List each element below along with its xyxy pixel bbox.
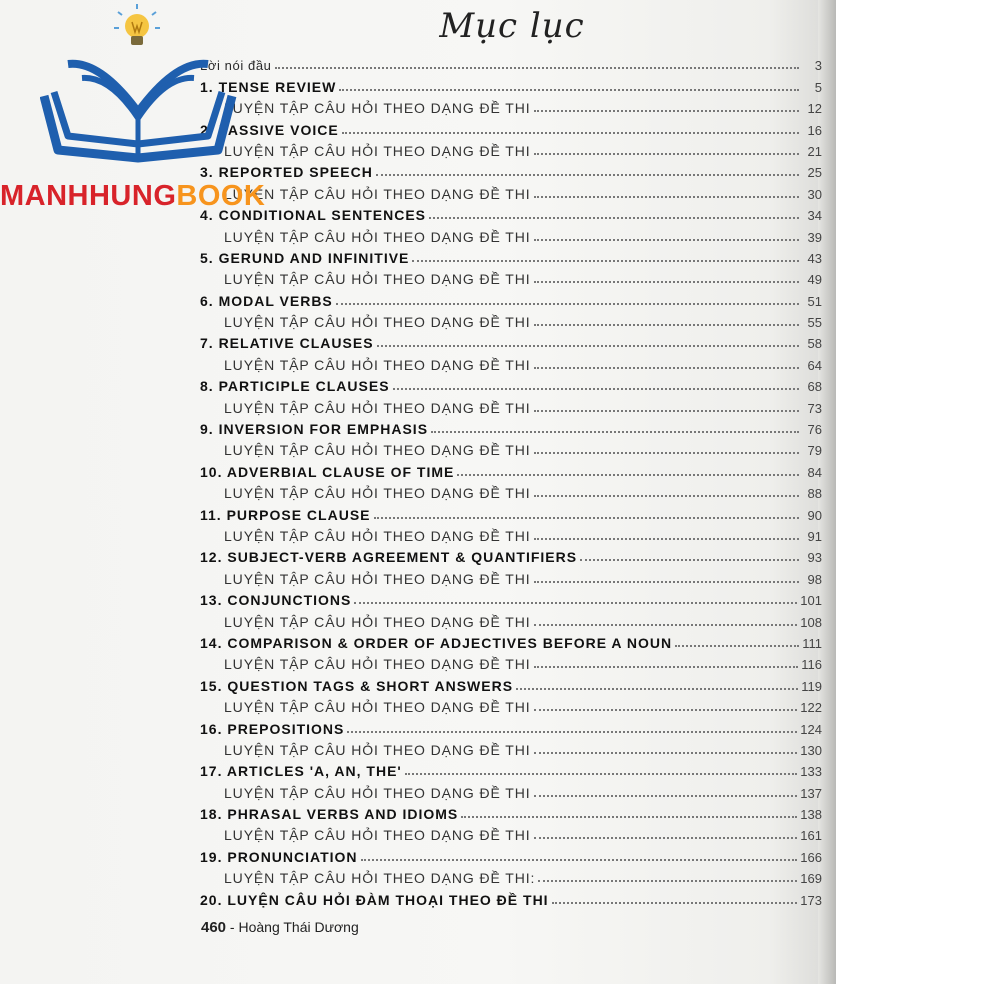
dot-leader <box>534 581 799 583</box>
toc-entry-page: 88 <box>807 486 822 502</box>
footer-page-number: 460 <box>201 919 227 936</box>
dot-leader <box>534 324 799 326</box>
toc-entry-page: 16 <box>807 122 822 138</box>
toc-entry <box>200 501 822 522</box>
lightbulb-icon <box>114 4 160 45</box>
brand-part-1: MANHHUNG <box>0 180 177 212</box>
dot-leader <box>534 410 799 412</box>
toc-entry-page: 64 <box>807 357 822 373</box>
toc-entry-label: 12. SUBJECT-VERB AGREEMENT & QUANTIFIERS <box>200 549 578 566</box>
toc-entry-page: 39 <box>807 229 822 245</box>
toc-entry <box>200 630 822 651</box>
dot-leader <box>275 67 799 69</box>
dot-leader <box>354 602 797 604</box>
dot-leader <box>377 345 799 347</box>
dot-leader <box>675 645 799 647</box>
book-lightbulb-logo-icon <box>40 0 280 170</box>
toc-entry <box>200 73 822 94</box>
toc-entry <box>200 694 822 715</box>
dot-leader <box>534 538 799 540</box>
toc-entry-page: 119 <box>801 678 822 694</box>
toc-entry-page: 137 <box>800 785 822 801</box>
dot-leader <box>534 281 799 283</box>
toc-entry-label: 16. PREPOSITIONS <box>200 720 345 737</box>
dot-leader <box>534 795 798 797</box>
toc-entry-label: LUYỆN TẬP CÂU HỎI THEO DẠNG ĐỀ THI <box>224 314 531 331</box>
toc-entry-label: LUYỆN TẬP CÂU HỎI THEO DẠNG ĐỀ THI <box>224 784 531 801</box>
toc-entry-page: 108 <box>800 614 822 630</box>
toc-entry-label: LUYỆN TẬP CÂU HỎI THEO DẠNG ĐỀ THI: <box>224 870 536 887</box>
toc-entry-label: 20. LUYỆN CÂU HỎI ĐÀM THOẠI THEO ĐỀ THI <box>200 891 549 908</box>
toc-entry-label: 9. INVERSION FOR EMPHASIS <box>200 421 429 438</box>
toc-entry-label: LUYỆN TẬP CÂU HỎI THEO DẠNG ĐỀ THI <box>224 442 531 459</box>
dot-leader <box>405 773 798 775</box>
toc-entry-label: LUYỆN TẬP CÂU HỎI THEO DẠNG ĐỀ THI <box>224 699 531 716</box>
toc-entry-label: 4. CONDITIONAL SENTENCES <box>200 207 426 224</box>
toc-entry-label: 2. PASSIVE VOICE <box>200 121 339 138</box>
toc-entry-page: 101 <box>800 593 822 609</box>
toc-entry-page: 84 <box>807 464 822 480</box>
image-margin <box>836 0 984 984</box>
toc-entry-label: LUYỆN TẬP CÂU HỎI THEO DẠNG ĐỀ THI <box>224 399 531 416</box>
toc-entry-page: 130 <box>800 742 822 758</box>
toc-entry-page: 12 <box>807 101 822 117</box>
dot-leader <box>516 688 798 690</box>
toc-entry-label: LUYỆN TẬP CÂU HỎI THEO DẠNG ĐỀ THI <box>224 656 531 673</box>
dot-leader <box>552 902 798 904</box>
toc-entry-label: 6. MODAL VERBS <box>200 292 333 309</box>
toc-entry <box>200 159 822 180</box>
dot-leader <box>534 367 799 369</box>
page-footer <box>201 919 359 936</box>
toc-entry <box>200 223 822 244</box>
toc-entry <box>200 737 822 758</box>
watermark-brand <box>0 180 265 213</box>
toc-entry <box>200 523 822 544</box>
toc-entry-page: 169 <box>800 871 822 887</box>
toc-entry <box>200 822 822 843</box>
toc-entry-label: LUYỆN TẬP CÂU HỎI THEO DẠNG ĐỀ THI <box>224 485 531 502</box>
toc-entry-label: 19. PRONUNCIATION <box>200 848 358 865</box>
toc-entry <box>200 801 822 822</box>
dot-leader <box>412 260 799 262</box>
toc-entry <box>200 52 822 73</box>
toc-entry-page: 173 <box>800 892 822 908</box>
dot-leader <box>534 153 799 155</box>
toc-entry-page: 51 <box>807 293 822 309</box>
toc-entry <box>200 287 822 308</box>
dot-leader <box>342 132 799 134</box>
toc-entry-page: 166 <box>800 849 822 865</box>
dot-leader <box>361 859 798 861</box>
toc-entry <box>200 672 822 693</box>
toc-entry-label: LUYỆN TẬP CÂU HỎI THEO DẠNG ĐỀ THI <box>224 228 531 245</box>
toc-entry-page: 73 <box>807 400 822 416</box>
toc-entry <box>200 458 822 479</box>
dot-leader <box>393 388 799 390</box>
toc-entry-page: 43 <box>807 250 822 266</box>
dot-leader <box>374 517 800 519</box>
toc-entry-page: 122 <box>800 700 822 716</box>
dot-leader <box>347 731 797 733</box>
dot-leader <box>534 752 798 754</box>
toc-entry <box>200 437 822 458</box>
toc-entry-page: 124 <box>800 721 822 737</box>
toc-entry-page: 49 <box>807 272 822 288</box>
toc-entry <box>200 608 822 629</box>
toc-entry-label: 5. GERUND AND INFINITIVE <box>200 249 410 266</box>
toc-entry-page: 3 <box>814 58 822 74</box>
toc-entry-label: 7. RELATIVE CLAUSES <box>200 335 374 352</box>
toc-entry <box>200 565 822 586</box>
dot-leader <box>534 837 798 839</box>
toc-entry <box>200 245 822 266</box>
toc-entry-label: 8. PARTICIPLE CLAUSES <box>200 378 390 395</box>
toc-entry-label: 3. REPORTED SPEECH <box>200 164 373 181</box>
toc-entry <box>200 651 822 672</box>
toc-entry <box>200 309 822 330</box>
toc-entry <box>200 758 822 779</box>
dot-leader <box>534 196 799 198</box>
toc-entry <box>200 351 822 372</box>
toc-entry-label: LUYỆN TẬP CÂU HỎI THEO DẠNG ĐỀ THI <box>224 741 531 758</box>
dot-leader <box>534 495 799 497</box>
dot-leader <box>534 709 798 711</box>
dot-leader <box>461 816 797 818</box>
dot-leader <box>534 110 799 112</box>
toc-entry <box>200 480 822 501</box>
dot-leader <box>376 174 799 176</box>
toc-entry-label: LUYỆN TẬP CÂU HỎI THEO DẠNG ĐỀ THI <box>224 271 531 288</box>
toc-entry-page: 111 <box>802 635 822 651</box>
toc-entry-page: 90 <box>807 507 822 523</box>
dot-leader <box>431 431 799 433</box>
toc-entry-label: 18. PHRASAL VERBS AND IDIOMS <box>200 806 459 823</box>
dot-leader <box>534 239 799 241</box>
dot-leader <box>534 666 799 668</box>
toc-entry-page: 98 <box>807 571 822 587</box>
toc-entry-label: LUYỆN TẬP CÂU HỎI THEO DẠNG ĐỀ THI <box>224 527 531 544</box>
toc-entry-label: LUYỆN TẬP CÂU HỎI THEO DẠNG ĐỀ THI <box>224 100 531 117</box>
toc-entry <box>200 544 822 565</box>
toc-entry <box>200 95 822 116</box>
toc-entry-label: 17. ARTICLES 'A, AN, THE' <box>200 763 402 780</box>
toc-entry-label: 15. QUESTION TAGS & SHORT ANSWERS <box>200 677 514 694</box>
toc-entry-page: 93 <box>807 550 822 566</box>
toc-entry-label: 14. COMPARISON & ORDER OF ADJECTIVES BEFORE A NOUN <box>200 634 673 651</box>
toc-entry <box>200 416 822 437</box>
toc-entry-page: 133 <box>800 764 822 780</box>
page-title: Mục lục <box>439 6 585 46</box>
toc-entry-page: 116 <box>801 657 822 673</box>
table-of-contents <box>200 52 822 908</box>
toc-entry <box>200 202 822 223</box>
toc-entry <box>200 373 822 394</box>
toc-entry-label: 10. ADVERBIAL CLAUSE OF TIME <box>200 463 455 480</box>
toc-entry <box>200 886 822 907</box>
toc-entry-label: 11. PURPOSE CLAUSE <box>200 506 371 523</box>
toc-entry-page: 34 <box>807 208 822 224</box>
toc-entry <box>200 116 822 137</box>
toc-entry <box>200 180 822 201</box>
toc-entry <box>200 138 822 159</box>
dot-leader <box>534 452 799 454</box>
toc-entry-label: LUYỆN TẬP CÂU HỎI THEO DẠNG ĐỀ THI <box>224 356 531 373</box>
dot-leader <box>429 217 799 219</box>
toc-entry-label: LUYỆN TẬP CÂU HỎI THEO DẠNG ĐỀ THI <box>224 613 531 630</box>
toc-entry <box>200 330 822 351</box>
dot-leader <box>339 89 799 91</box>
dot-leader <box>336 303 799 305</box>
toc-entry-page: 91 <box>807 528 822 544</box>
toc-entry <box>200 779 822 800</box>
dot-leader <box>580 559 799 561</box>
toc-entry-label: LUYỆN TẬP CÂU HỎI THEO DẠNG ĐỀ THI <box>224 142 531 159</box>
toc-entry-page: 55 <box>807 315 822 331</box>
toc-entry-label: Lời nói đầu <box>200 58 272 74</box>
toc-entry-page: 79 <box>807 443 822 459</box>
toc-entry-label: LUYỆN TẬP CÂU HỎI THEO DẠNG ĐỀ THI <box>224 827 531 844</box>
footer-author: Hoàng Thái Dương <box>238 919 359 935</box>
toc-entry-page: 21 <box>807 143 822 159</box>
dot-leader <box>538 880 797 882</box>
open-book-icon <box>44 64 232 158</box>
toc-entry-label: LUYỆN TẬP CÂU HỎI THEO DẠNG ĐỀ THI <box>224 185 531 202</box>
toc-entry-page: 58 <box>807 336 822 352</box>
toc-entry-label: 13. CONJUNCTIONS <box>200 592 352 609</box>
toc-entry-label: 1. TENSE REVIEW <box>200 78 337 95</box>
toc-entry-label: LUYỆN TẬP CÂU HỎI THEO DẠNG ĐỀ THI <box>224 570 531 587</box>
dot-leader <box>534 624 798 626</box>
toc-entry-page: 76 <box>807 422 822 438</box>
toc-entry-page: 30 <box>807 186 822 202</box>
toc-entry-page: 25 <box>807 165 822 181</box>
toc-entry <box>200 266 822 287</box>
toc-entry-page: 161 <box>800 828 822 844</box>
toc-entry-page: 68 <box>807 379 822 395</box>
toc-entry <box>200 843 822 864</box>
toc-entry <box>200 865 822 886</box>
toc-entry-page: 138 <box>800 807 822 823</box>
toc-entry <box>200 715 822 736</box>
footer-separator: - <box>226 919 239 935</box>
toc-entry <box>200 587 822 608</box>
dot-leader <box>457 474 799 476</box>
toc-entry-page: 5 <box>814 79 822 95</box>
toc-entry <box>200 394 822 415</box>
brand-part-2: BOOK <box>176 180 266 212</box>
